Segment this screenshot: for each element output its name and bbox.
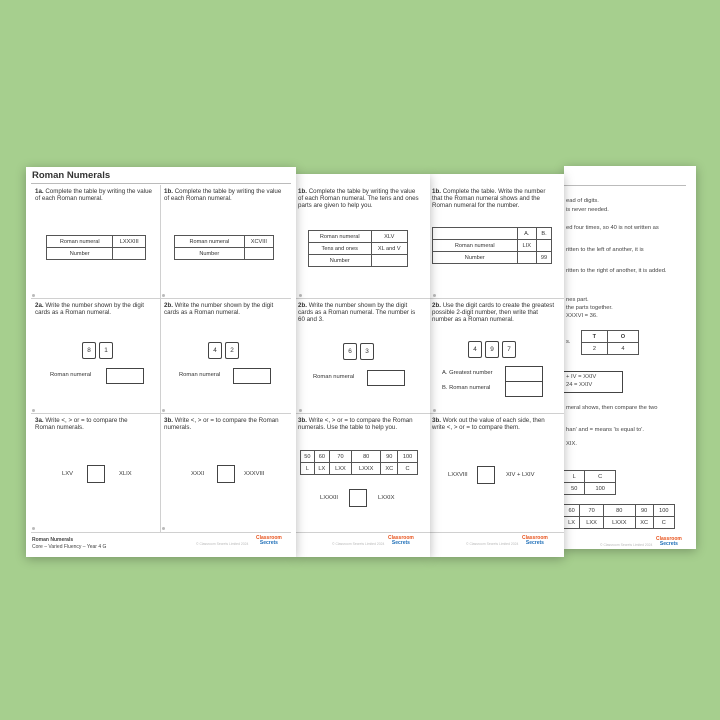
corner-dot: [433, 294, 436, 297]
worksheet-page-1: [26, 167, 296, 557]
table-cell: LX: [564, 517, 580, 529]
table-cell: Tens and ones: [309, 243, 372, 255]
note-line: is never needed.: [566, 207, 609, 213]
table-cell: 70: [580, 505, 604, 517]
table-cell: XLV: [371, 231, 408, 243]
note-line: nes part.: [566, 297, 589, 303]
table-cell: 4: [607, 343, 638, 355]
question-2b: 2b. Use the digit cards to create the greatest possible 2-digit number, then write that number as a Roman numeral.: [432, 302, 555, 324]
note-line: the parts together.: [566, 305, 613, 311]
classroom-secrets-logo: Classroom Secrets: [256, 535, 282, 546]
left-numeral: LXXXII: [320, 495, 339, 501]
table-cell: XC: [381, 463, 398, 475]
compare-box[interactable]: [217, 465, 235, 483]
digit-card: 4: [208, 342, 222, 359]
worksheet-page-4: [564, 166, 696, 549]
classroom-secrets-logo: Classroom Secrets: [388, 535, 414, 546]
table-cell: O: [607, 331, 638, 343]
answer-label: A. Greatest number: [442, 370, 493, 376]
table-cell: Number: [47, 248, 113, 260]
numeral-table: [300, 450, 418, 475]
table-cell: Roman numeral: [47, 236, 113, 248]
question-3b: 3b. Write <, > or = to compare the Roman numerals. Use the table to help you.: [298, 417, 413, 432]
footer-title: Roman Numerals: [32, 537, 74, 543]
answer-cell[interactable]: [113, 248, 146, 260]
answer-cell[interactable]: [537, 240, 552, 252]
numeral-table-large: [564, 504, 675, 529]
table-1b: [308, 230, 408, 267]
corner-dot: [299, 294, 302, 297]
question-2b: 2b. Write the number shown by the digit cards as a Roman numeral.: [164, 302, 274, 317]
corner-dot: [32, 527, 35, 530]
table-cell: A.: [517, 228, 536, 240]
worksheet-page-3: [430, 174, 564, 557]
note-line: + IV = XXIV: [566, 374, 597, 380]
question-3b: 3b. Write <, > or = to compare the Roman numerals.: [164, 417, 279, 432]
note-line: ritten to the left of another, it is: [566, 247, 644, 253]
question-1b: 1b. Complete the table by writing the value of each Roman numeral.: [164, 188, 282, 203]
copyright: © Classroom Secrets Limited 2024: [196, 542, 249, 546]
worksheet-page-2: [296, 174, 430, 557]
table-cell: 60: [564, 505, 580, 517]
table-cell: Number: [309, 255, 372, 267]
classroom-secrets-logo: Classroom Secrets: [522, 535, 548, 546]
table-cell: XL and V: [371, 243, 408, 255]
right-numeral: LXXIX: [378, 495, 395, 501]
worksheet-title: Roman Numerals: [32, 170, 111, 181]
table-cell: 2: [582, 343, 608, 355]
table-cell: LXX: [580, 517, 604, 529]
table-cell: 90: [381, 451, 398, 463]
answer-box[interactable]: [505, 381, 543, 397]
question-3a: 3a. Write <, > or = to compare the Roman numerals.: [35, 417, 128, 432]
answer-label: Roman numeral: [50, 372, 92, 378]
footer-subtitle: Core – Varied Fluency – Year 4 G: [32, 544, 107, 550]
note-line: ritten to the right of another, it is added.: [566, 268, 667, 274]
table-cell: LX: [314, 463, 329, 475]
note-line: 24 = XXIV: [566, 382, 593, 388]
table-cell: 99: [537, 252, 552, 264]
classroom-secrets-logo: Classroom Secrets: [656, 536, 682, 547]
table-cell: 100: [653, 505, 674, 517]
table-cell: Number: [175, 248, 245, 260]
answer-label: Roman numeral: [313, 374, 355, 380]
corner-dot: [299, 409, 302, 412]
table-cell: 100: [585, 483, 616, 495]
note-line: meral shows, then compare the two: [566, 405, 658, 411]
table-cell: 50: [564, 483, 585, 495]
question-1b: 1b. Complete the table. Write the number that the Roman numeral shows and the Roman numeral for the number.: [432, 188, 546, 210]
answer-cell[interactable]: [371, 255, 408, 267]
note-line: ead of digits.: [566, 198, 599, 204]
question-2b: 2b. Write the number shown by the digit cards as a Roman numeral. The number is 60 and 3.: [298, 302, 416, 324]
table-cell: 100: [398, 451, 418, 463]
table-cell: 70: [329, 451, 351, 463]
digit-card: 4: [468, 341, 482, 358]
table-cell: Roman numeral: [175, 236, 245, 248]
table-cell: L: [564, 471, 585, 483]
table-cell: B.: [537, 228, 552, 240]
table-cell: [433, 228, 518, 240]
question-1b: 1b. Complete the table by writing the value of each Roman numeral. The tens and ones parts are given to help you.: [298, 188, 419, 210]
numeral-table-small: [564, 470, 616, 495]
compare-box[interactable]: [349, 489, 367, 507]
left-numeral: LXV: [62, 471, 73, 477]
copyright: © Classroom Secrets Limited 2024: [332, 542, 385, 546]
table-cell: LXXX: [604, 517, 636, 529]
table-cell: 90: [635, 505, 653, 517]
answer-box[interactable]: [106, 368, 144, 384]
place-value-table: [581, 330, 639, 355]
table-cell: C: [653, 517, 674, 529]
table-1b: [174, 235, 274, 260]
compare-box[interactable]: [87, 465, 105, 483]
table-1a: [46, 235, 146, 260]
answer-label: Roman numeral: [179, 372, 221, 378]
table-cell: L: [301, 463, 315, 475]
table-cell: LXXXIII: [113, 236, 146, 248]
table-cell: XCVIII: [244, 236, 273, 248]
corner-dot: [162, 409, 165, 412]
question-3b: 3b. Work out the value of each side, then write <, > or = to compare them.: [432, 417, 545, 432]
note-line: ed four times, so 40 is not written as: [566, 225, 659, 231]
digit-card: 9: [485, 341, 499, 358]
right-numeral: XXXVIII: [244, 471, 265, 477]
copyright: © Classroom Secrets Limited 2024: [600, 543, 653, 547]
answer-label: B. Roman numeral: [442, 385, 491, 391]
table-cell: LXXX: [352, 463, 381, 475]
digit-card: 3: [360, 343, 374, 360]
table-cell: T: [582, 331, 608, 343]
answer-cell[interactable]: [244, 248, 273, 260]
table-cell: 60: [314, 451, 329, 463]
answer-box[interactable]: [233, 368, 271, 384]
answer-cell[interactable]: [517, 252, 536, 264]
left-numeral: XXXI: [191, 471, 205, 477]
copyright: © Classroom Secrets Limited 2024: [466, 542, 519, 546]
left-expression: LXXVIII: [448, 472, 468, 478]
answer-box[interactable]: [367, 370, 405, 386]
note-line: XIX.: [566, 441, 577, 447]
digit-card: 7: [502, 341, 516, 358]
corner-dot: [433, 409, 436, 412]
table-cell: C: [398, 463, 418, 475]
note-line: s.: [566, 339, 571, 345]
title-divider: [31, 183, 291, 184]
digit-card: 6: [343, 343, 357, 360]
question-2a: 2a. Write the number shown by the digit cards as a Roman numeral.: [35, 302, 144, 317]
corner-dot: [162, 527, 165, 530]
compare-box[interactable]: [477, 466, 495, 484]
table-cell: 80: [604, 505, 636, 517]
table-1b: [432, 227, 552, 264]
table-cell: 50: [301, 451, 315, 463]
note-line: han' and = means 'is equal to'.: [566, 427, 644, 433]
digit-card: 1: [99, 342, 113, 359]
header-divider: [564, 185, 686, 186]
answer-box[interactable]: [505, 366, 543, 382]
table-cell: C: [585, 471, 616, 483]
table-cell: Number: [433, 252, 518, 264]
table-cell: LIX: [517, 240, 536, 252]
table-cell: LXX: [329, 463, 351, 475]
table-cell: 80: [352, 451, 381, 463]
question-1a: 1a. Complete the table by writing the value of each Roman numeral.: [35, 188, 152, 203]
table-cell: Roman numeral: [309, 231, 372, 243]
table-cell: Roman numeral: [433, 240, 518, 252]
table-cell: XC: [635, 517, 653, 529]
digit-card: 8: [82, 342, 96, 359]
right-expression: XIV + LXIV: [506, 472, 535, 478]
right-numeral: XLIX: [119, 471, 132, 477]
digit-card: 2: [225, 342, 239, 359]
corner-dot: [32, 409, 35, 412]
corner-dot: [162, 294, 165, 297]
corner-dot: [32, 294, 35, 297]
note-line: XXXVI = 36.: [566, 313, 598, 319]
